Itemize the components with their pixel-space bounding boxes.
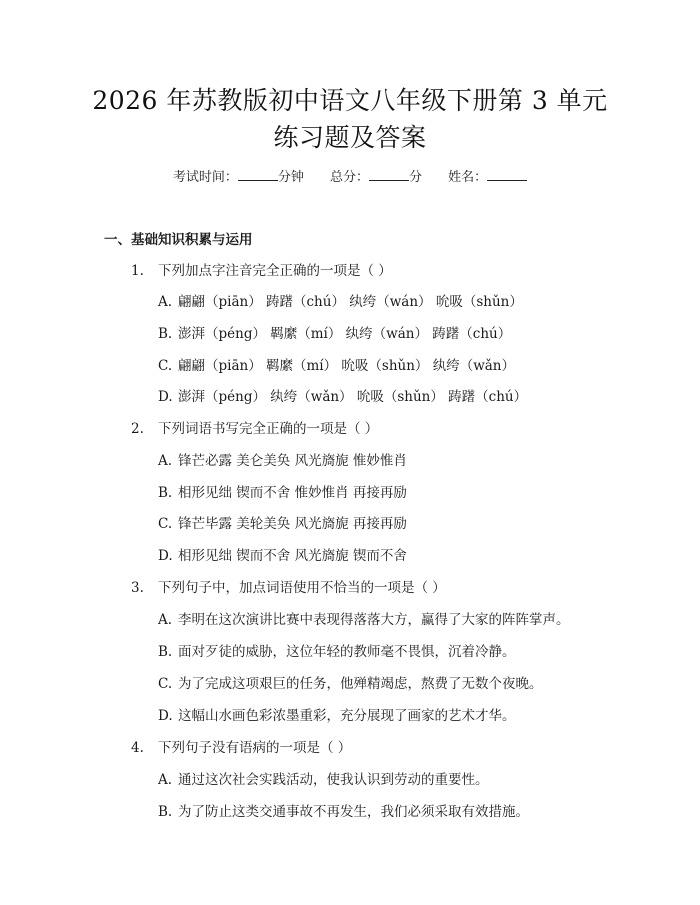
total-score-unit: 分 xyxy=(409,170,423,185)
total-score-field xyxy=(330,170,422,185)
question-text: 下列句子中，加点词语使用不恰当的一项是（ ） xyxy=(158,580,446,596)
option-label: A. xyxy=(158,294,173,310)
student-name-blank xyxy=(487,168,527,181)
option-text: 澎湃（péng） 羁縻（mí） 纨绔（wán） 踌躇（chú） xyxy=(178,326,512,342)
option-text: 李明在这次演讲比赛中表现得落落大方，赢得了大家的阵阵掌声。 xyxy=(178,612,570,628)
question-number: 1. xyxy=(131,263,144,279)
option-label: D. xyxy=(158,708,173,724)
question-text: 下列词语书写完全正确的一项是（ ） xyxy=(158,421,379,437)
option-text: 相形见绌 锲而不舍 风光旖旎 锲而不舍 xyxy=(178,548,407,564)
option-text: 澎湃（péng） 纨绔（wǎn） 吮吸（shǔn） 踌躇（chú） xyxy=(178,389,528,405)
question-text: 下列句子没有语病的一项是（ ） xyxy=(158,740,352,756)
document-title-line2: 练习题及答案 xyxy=(273,123,427,152)
option-label: A. xyxy=(158,612,173,628)
option-label: C. xyxy=(158,516,173,532)
option-label: D. xyxy=(158,389,173,405)
option-text: 锋芒毕露 美轮美奂 风光旖旎 再接再励 xyxy=(178,516,407,532)
option-label: B. xyxy=(158,804,173,820)
section-heading: 一、基础知识积累与运用 xyxy=(104,232,253,248)
document-title-line1: 2026 年苏教版初中语文八年级下册第 3 单元 xyxy=(92,86,608,115)
option-label: A. xyxy=(158,453,173,469)
option-text: 相形见绌 锲而不舍 惟妙惟肖 再接再励 xyxy=(178,485,407,501)
student-name-field xyxy=(448,170,527,185)
option-label: C. xyxy=(158,358,173,374)
option-label: B. xyxy=(158,326,173,342)
question-text: 下列加点字注音完全正确的一项是（ ） xyxy=(158,263,392,279)
option-label: B. xyxy=(158,644,173,660)
question-number: 2. xyxy=(131,421,144,437)
option-text: 通过这次社会实践活动，使我认识到劳动的重要性。 xyxy=(178,772,489,788)
option-text: 面对歹徒的威胁，这位年轻的教师毫不畏惧，沉着冷静。 xyxy=(178,644,516,660)
option-label: B. xyxy=(158,485,173,501)
option-text: 为了完成这项艰巨的任务，他殚精竭虑，熬费了无数个夜晚。 xyxy=(178,676,543,692)
exam-time-unit: 分钟 xyxy=(277,170,304,185)
question-number: 3. xyxy=(131,580,144,596)
option-text: 这幅山水画色彩浓墨重彩，充分展现了画家的艺术才华。 xyxy=(178,708,516,724)
option-text: 翩翩（piān） 羁縻（mí） 吮吸（shǔn） 纨绔（wǎn） xyxy=(178,358,516,374)
exam-time-label: 考试时间： xyxy=(172,170,238,185)
total-score-label: 总分： xyxy=(329,170,369,185)
student-name-label: 姓名： xyxy=(448,170,488,185)
exam-time-field xyxy=(173,170,304,185)
option-text: 锋芒必露 美仑美奂 风光旖旎 惟妙惟肖 xyxy=(178,453,407,469)
option-label: A. xyxy=(158,772,173,788)
option-text: 为了防止这类交通事故不再发生，我们必须采取有效措施。 xyxy=(178,804,529,820)
exam-time-blank xyxy=(238,168,278,181)
option-text: 翩翩（piān） 踌躇（chú） 纨绔（wán） 吮吸（shǔn） xyxy=(178,294,523,310)
total-score-blank xyxy=(369,168,409,181)
exam-info-row xyxy=(0,168,700,188)
option-label: C. xyxy=(158,676,173,692)
question-number: 4. xyxy=(131,740,144,756)
option-label: D. xyxy=(158,548,173,564)
